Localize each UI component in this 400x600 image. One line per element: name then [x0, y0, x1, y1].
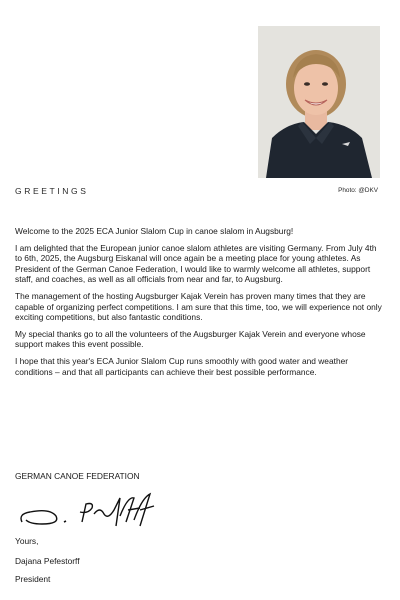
- page-heading: GREETINGS: [15, 186, 89, 196]
- signer-name: Dajana Pefestorff: [15, 556, 80, 566]
- portrait-photo: [258, 26, 380, 178]
- organization-name: GERMAN CANOE FEDERATION: [15, 471, 140, 481]
- signer-title: President: [15, 574, 51, 584]
- paragraph: I hope that this year's ECA Junior Slalom Cup runs smoothly with good water and weather conditions – and that all participants can achieve their best possible performance.: [15, 355, 349, 377]
- paragraph: I am delighted that the European junior canoe slalom athletes are visiting Germany. From July 4th to 6th, 2025, the Augsburg Eiskanal will once again be a meeting place for young athletes. As President of the German Canoe Federation, I would like to warmly welcome all athletes, support staff, and coaches, as well as all officials from near and far, to Augsburg.: [15, 242, 377, 285]
- handwritten-signature: [16, 492, 176, 537]
- letter-body: [15, 226, 385, 383]
- photo-credit: Photo: @DKV: [338, 187, 378, 194]
- paragraph: The management of the hosting Augsburger Kajak Verein has proven many times that they are capable of organizing perfect competitions. I am sure that this time, too, we will experience not only exciting competitions, but also fantastic conditions.: [15, 290, 382, 323]
- letter-closing: Yours,: [15, 536, 39, 546]
- paragraph: My special thanks go to all the volunteers of the Augsburger Kajak Verein and everyone whose support makes this event possible.: [15, 328, 366, 350]
- paragraph: Welcome to the 2025 ECA Junior Slalom Cup in canoe slalom in Augsburg!: [15, 226, 294, 236]
